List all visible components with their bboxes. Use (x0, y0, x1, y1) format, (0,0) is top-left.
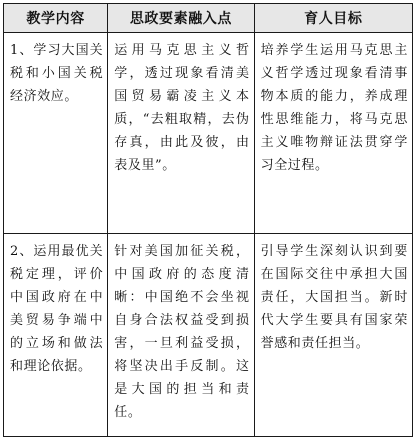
header-ideology-points: 思政要素融入点 (108, 4, 254, 33)
table-header (4, 4, 413, 33)
header-education-goals: 育人目标 (254, 4, 412, 33)
cell-teaching-content: 2、运用最优关税定理，评价中国政府在中美贸易争端中的立场和做法和理论依据。 (4, 233, 108, 436)
table-row (4, 233, 413, 436)
cell-ideology-points: 针对美国加征关税，中国政府的态度清晰：中国绝不会坐视自身合法权益受到损害，一旦利益受损，将坚决出手反制。这是大国的担当和责任。 (108, 233, 254, 436)
header-row (4, 4, 413, 33)
cell-ideology-points: 运用马克思主义哲学，透过现象看清美国贸易霸凌主义本质，“去粗取精，去伪存真，由此及彼，由表及里”。 (108, 33, 254, 234)
header-teaching-content: 教学内容 (4, 4, 108, 33)
table-row (4, 33, 413, 234)
cell-teaching-content: 1、学习大国关税和小国关税经济效应。 (4, 33, 108, 234)
cell-education-goals: 引导学生深刻认识到要在国际交往中承担大国责任，大国担当。新时代大学生要具有国家荣誉感和责任担当。 (254, 233, 412, 436)
table-body (4, 33, 413, 437)
cell-education-goals: 培养学生运用马克思主义哲学透过现象看清事物本质的能力，养成理性思维能力，将马克思主义唯物辩证法贯穿学习全过程。 (254, 33, 412, 234)
syllabus-table (3, 3, 413, 437)
